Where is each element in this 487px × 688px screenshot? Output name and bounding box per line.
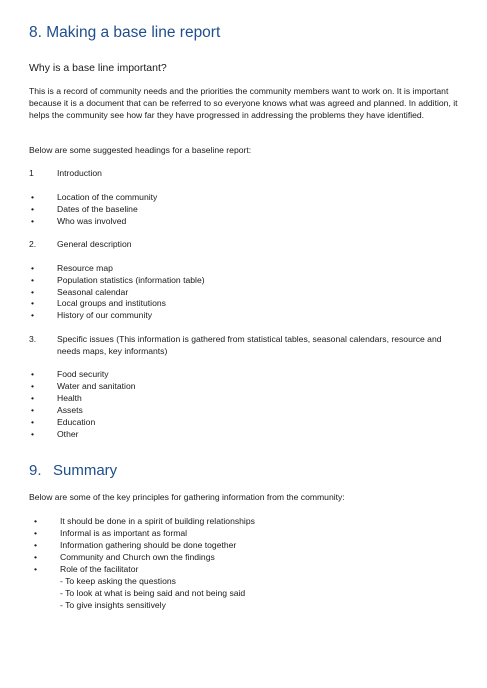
list-item: Water and sanitation xyxy=(57,381,136,391)
list-item: Health xyxy=(57,393,82,403)
list-item: Other xyxy=(57,429,79,439)
bullet-icon: • xyxy=(34,564,38,574)
bullet-icon: • xyxy=(31,393,35,403)
list-item: Food security xyxy=(57,369,109,379)
group-3-number: 3. xyxy=(29,334,37,344)
bullet-icon: • xyxy=(31,298,35,308)
list-item: Population statistics (information table) xyxy=(57,275,205,285)
group-1-title: Introduction xyxy=(57,168,102,178)
section-8-subheading: Why is a base line important? xyxy=(29,62,167,74)
bullet-icon: • xyxy=(31,369,35,379)
list-item: Assets xyxy=(57,405,83,415)
intro-paragraph: This is a record of community needs and the priorities the community members want to work on. It is important because it is a document that can be referred to so everyone knows what was agreed and planned. In addition, it helps the community see how far they have progressed in addressing the problems they have identified. xyxy=(29,86,458,120)
list-item: Community and Church own the findings xyxy=(60,552,215,562)
list-item: Location of the community xyxy=(57,192,158,202)
bullet-icon: • xyxy=(31,381,35,391)
section-9-number: 9. xyxy=(29,462,42,479)
bullet-icon: • xyxy=(34,528,38,538)
bullet-icon: • xyxy=(31,310,35,320)
group-1-number: 1 xyxy=(29,168,34,178)
bullet-icon: • xyxy=(34,516,38,526)
bullet-icon: • xyxy=(34,540,38,550)
group-2-number: 2. xyxy=(29,239,37,249)
section-9-title: Summary xyxy=(53,462,118,479)
list-item: Informal is as important as formal xyxy=(60,528,188,538)
bullet-icon: • xyxy=(31,417,35,427)
bullet-icon: • xyxy=(31,204,35,214)
sub-list-item: - To give insights sensitively xyxy=(60,600,166,610)
lead-paragraph: Below are some suggested headings for a baseline report: xyxy=(29,145,252,155)
bullet-icon: • xyxy=(34,552,38,562)
list-item: Who was involved xyxy=(57,216,127,226)
bullet-icon: • xyxy=(31,192,35,202)
group-3-title: Specific issues (This information is gathered from statistical tables, seasonal calendars, resource and needs maps, key informants) xyxy=(57,334,442,356)
list-item: Information gathering should be done together xyxy=(60,540,237,550)
section-8-heading: 8. Making a base line report xyxy=(29,24,221,41)
sub-list-item: - To look at what is being said and not being said xyxy=(60,588,246,598)
group-2-title: General description xyxy=(57,239,132,249)
bullet-icon: • xyxy=(31,263,35,273)
list-item: Seasonal calendar xyxy=(57,287,129,297)
sub-list-item: - To keep asking the questions xyxy=(60,576,176,586)
list-item: Role of the facilitator xyxy=(60,564,139,574)
list-item: It should be done in a spirit of building relationships xyxy=(60,516,255,526)
bullet-icon: • xyxy=(31,287,35,297)
list-item: Local groups and institutions xyxy=(57,298,166,308)
list-item: History of our community xyxy=(57,310,153,320)
bullet-icon: • xyxy=(31,275,35,285)
bullet-icon: • xyxy=(31,216,35,226)
list-item: Dates of the baseline xyxy=(57,204,138,214)
bullet-icon: • xyxy=(31,429,35,439)
bullet-icon: • xyxy=(31,405,35,415)
summary-lead: Below are some of the key principles for gathering information from the community: xyxy=(29,492,345,502)
section-9-heading xyxy=(29,462,117,479)
list-item: Resource map xyxy=(57,263,113,273)
list-item: Education xyxy=(57,417,96,427)
